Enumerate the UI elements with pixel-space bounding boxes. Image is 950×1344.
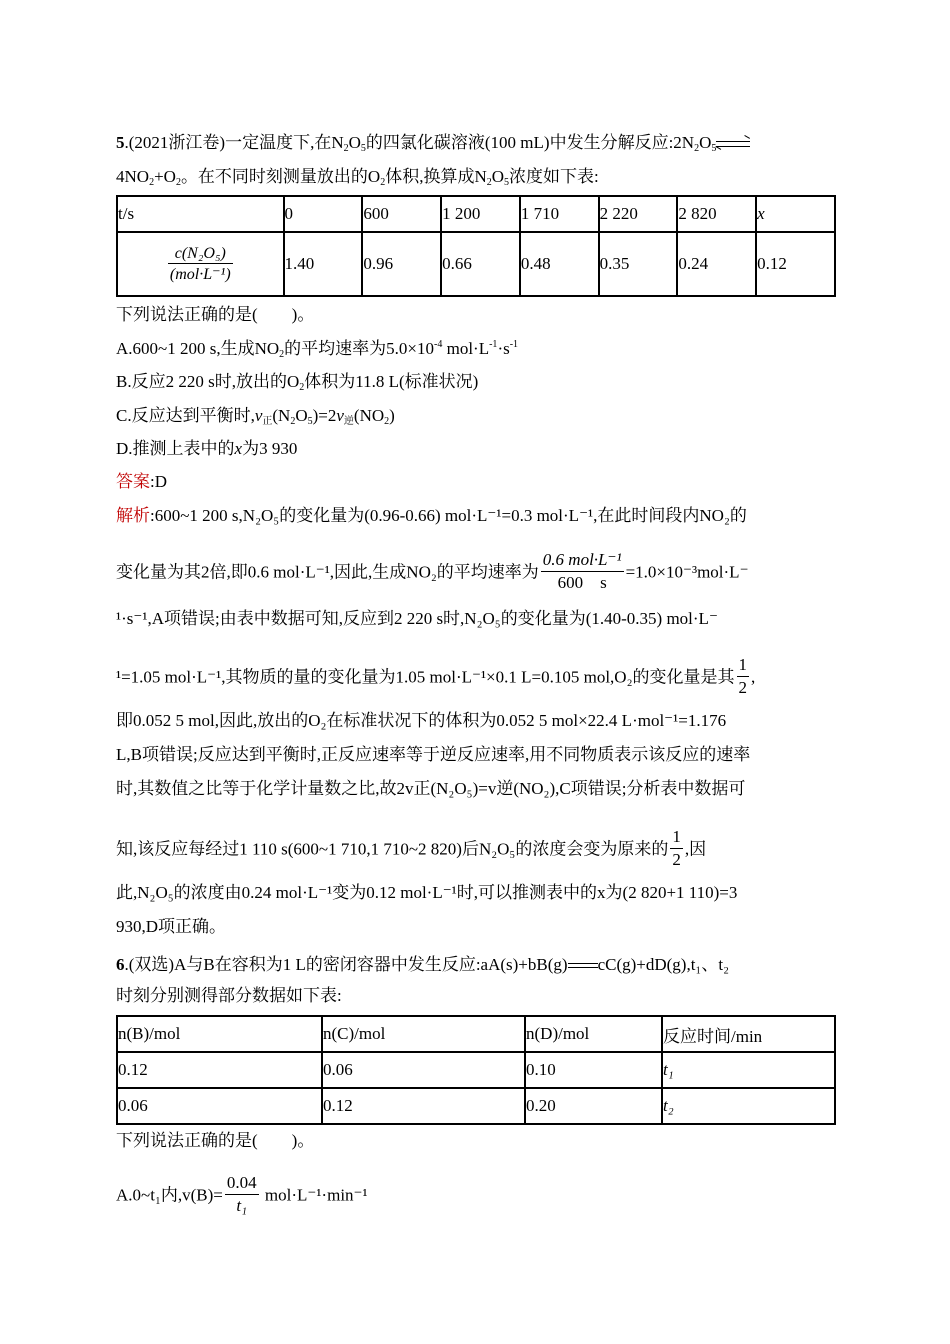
q5-value-cell: 0.35 [599,232,678,296]
q5-time-cell: x [756,196,835,232]
q5-value-cell: 0.48 [520,232,599,296]
q6-table [116,1015,836,1125]
q6-line-2: 时刻分别测得部分数据如下表: [116,986,342,1005]
q5-explanation-3: ¹·s⁻¹,A项错误;由表中数据可知,反应到2 220 s时,N₂O₅的变化量为(1.40-0.35) mol·L⁻ [116,609,718,628]
q5-table [116,195,836,297]
q5-value-cell: 0.24 [677,232,756,296]
q5-explanation-8: 知,该反应每经过1 110 s(600~1 710,1 710~2 820)后N₂O₅的浓度会变为原来的 $\frac{1}{2}$ ,因 [116,827,707,869]
q5-explanation-1: 解析:600~1 200 s,N₂O₅的变化量为(0.96-0.66) mol·L⁻¹=0.3 mol·L⁻¹,在此时间段内NO₂的 [116,506,747,525]
q5-time-cell: 2 220 [599,196,678,232]
q5-stem: 下列说法正确的是( )。 [116,305,315,324]
q6-header-cell: n(C)/mol [322,1016,525,1052]
q6-cell: 0.06 [117,1088,322,1124]
q5-explanation-5: 即0.052 5 mol,因此,放出的O₂在标准状况下的体积为0.052 5 mol×22.4 L·mol⁻¹=1.176 [116,711,727,730]
q5-time-cell: 600 [362,196,441,232]
q5-explanation-10: 930,D项正确。 [116,917,227,936]
q5-table-header-t: t/s [117,196,284,232]
q5-explanation-7: 时,其数值之比等于化学计量数之比,故2v正(N₂O₅)=v逆(NO₂),C项错误;分析表中数据可 [116,779,746,798]
q5-value-cell: 0.12 [756,232,835,296]
q5-explanation-9: 此,N₂O₅的浓度由0.24 mol·L⁻¹变为0.12 mol·L⁻¹时,可以推测表中的x为(2 820+1 110)=3 [116,883,738,902]
q6-cell: t₁ [662,1052,835,1088]
q5-value-cell: 0.96 [362,232,441,296]
q5-explanation-4: ¹=1.05 mol·L⁻¹,其物质的量的变化量为1.05 mol·L⁻¹×0.1 L=0.105 mol,O₂的变化量是其 $\frac{1}{2}$ , [116,655,756,697]
q5-option-a: A.600~1 200 s,生成$NO_2$的平均速率为$5.0\times 10^{-4}$ $mol\cdot L^{-1}\cdot s^{-1}$ [116,339,519,360]
q6-cell: 0.10 [525,1052,662,1088]
q5-explanation-2: 变化量为其2倍,即0.6 mol·L⁻¹,因此,生成NO₂的平均速率为 $\frac{\text{0.6 mol·L⁻¹}}{600 s}$ =1.0×10⁻³mol·L⁻ [116,550,749,592]
q5-time-cell: 0 [284,196,363,232]
q6-option-a: A.0~t₁内,v(B)= $\frac{0.04}{\text{t₁}}$ mol·L⁻¹·min⁻¹ [116,1173,368,1215]
q5-answer: 答案:D [116,472,167,491]
q5-time-cell: 2 820 [677,196,756,232]
q5-line-1: 5.(2021浙江卷)一定温度下,在$N_2O_5$的四氯化碳溶液(100 mL)中发生分解反应$:2N_2O_5$ [116,132,750,154]
q5-value-cell: 1.40 [284,232,363,296]
q6-header-cell: n(B)/mol [117,1016,322,1052]
q5-number: 5 [116,133,125,152]
q5-value-cell: 0.66 [441,232,520,296]
q5-option-c: C.反应达到平衡时$,v_正(N_2O_5)=2v_逆(NO_2)$ [116,406,395,427]
q5-time-cell: 1 710 [520,196,599,232]
q5-option-b: B.反应2 220 s时,放出的$O_2$体积为11.8 L(标准状况) [116,372,479,393]
q5-explanation-6: L,B项错误;反应达到平衡时,正反应速率等于逆反应速率,用不同物质表示该反应的速率 [116,745,751,764]
q6-stem: 下列说法正确的是( )。 [116,1131,315,1150]
equals-arrow-icon [568,961,598,971]
q5-time-cell: 1 200 [441,196,520,232]
q6-cell: 0.12 [322,1088,525,1124]
q5-line-2: $4NO_2+O_2$。在不同时刻测量放出的$O_2$体积,换算成$N_2O_5$浓度如下表: [116,167,599,188]
q6-header-cell: 反应时间/min [662,1016,835,1052]
q6-number: 6 [116,955,125,974]
q6-cell: 0.12 [117,1052,322,1088]
reversible-arrow-icon [716,138,750,150]
q5-option-d: D.推测上表中的x为3 930 [116,439,298,458]
explanation-label: 解析 [116,506,150,525]
q6-cell: 0.20 [525,1088,662,1124]
answer-label: 答案 [116,472,150,491]
q6-cell: t₂ [662,1088,835,1124]
q6-header-cell: n(D)/mol [525,1016,662,1052]
q6-line-1: 6.(双选)A与B在容积为1 L的密闭容器中发生反应:aA(s)+bB(g) cC(g)+dD(g),t₁、t₂ [116,955,730,974]
q6-cell: 0.06 [322,1052,525,1088]
q5-table-row-label: $\frac{\text{c(N₂O₅)}}{\text{(mol·L⁻¹)}}$ [117,232,284,296]
